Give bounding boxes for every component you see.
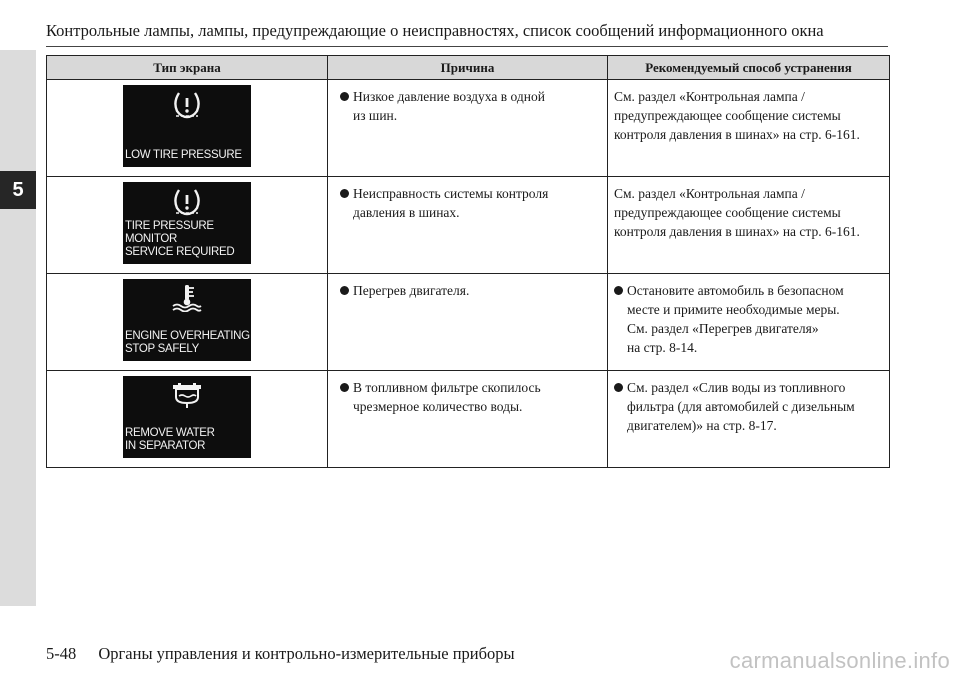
display-screen	[123, 376, 251, 458]
coolant-temperature-icon	[170, 284, 204, 312]
cause-text: В топливном фильтре скопилось чрезмерное количество воды.	[340, 378, 601, 416]
cause-text: Неисправность системы контроля давления в шинах.	[340, 184, 601, 222]
column-header-remedy: Рекомендуемый способ устранения	[608, 56, 890, 80]
table-row	[47, 274, 890, 371]
display-screen	[123, 279, 251, 361]
remedy-cell	[608, 177, 890, 274]
display-screen	[123, 182, 251, 264]
screen-cell	[47, 371, 328, 468]
table-row	[47, 80, 890, 177]
screen-message: TIRE PRESSURE MONITOR SERVICE REQUIRED	[125, 220, 235, 258]
header-divider	[46, 46, 888, 47]
water-in-fuel-icon	[169, 383, 205, 409]
warning-messages-table	[46, 55, 890, 468]
tire-pressure-warning-icon	[172, 188, 202, 216]
display-screen	[123, 85, 251, 167]
remedy-cell	[608, 274, 890, 371]
table-header-row	[47, 56, 890, 80]
tire-pressure-warning-icon	[172, 91, 202, 119]
screen-cell	[47, 274, 328, 371]
cause-cell	[328, 274, 608, 371]
column-header-screen-type: Тип экрана	[47, 56, 328, 80]
table-row	[47, 371, 890, 468]
page-number: 5-48	[46, 644, 77, 663]
column-header-cause: Причина	[328, 56, 608, 80]
cause-cell	[328, 177, 608, 274]
watermark: carmanualsonline.info	[729, 648, 950, 673]
chapter-side-strip	[0, 50, 36, 606]
remedy-text: См. раздел «Контрольная лампа / предупреждающее сообщение системы контроля давления в шинах» на стр. 6-161.	[614, 186, 860, 239]
remedy-cell	[608, 80, 890, 177]
cause-cell	[328, 80, 608, 177]
chapter-tab: 5	[0, 171, 36, 209]
screen-cell	[47, 177, 328, 274]
screen-message: REMOVE WATER IN SEPARATOR	[125, 427, 215, 452]
screen-message: ENGINE OVERHEATING STOP SAFELY	[125, 330, 250, 355]
section-title: Органы управления и контрольно-измерительные приборы	[98, 644, 515, 663]
remedy-text: См. раздел «Контрольная лампа / предупреждающее сообщение системы контроля давления в шинах» на стр. 6-161.	[614, 89, 860, 142]
screen-message: LOW TIRE PRESSURE	[125, 149, 242, 161]
cause-text: Перегрев двигателя.	[340, 281, 601, 300]
table-row	[47, 177, 890, 274]
remedy-cell	[608, 371, 890, 468]
cause-cell	[328, 371, 608, 468]
screen-cell	[47, 80, 328, 177]
remedy-text: См. раздел «Слив воды из топливного фильтра (для автомобилей с дизельным двигателем)» на стр. 8-17.	[614, 378, 883, 435]
cause-text: Низкое давление воздуха в одной из шин.	[340, 87, 601, 125]
running-head: Контрольные лампы, лампы, предупреждающие о неисправностях, список сообщений информационного окна	[46, 21, 824, 40]
remedy-text: Остановите автомобиль в безопасном месте и примите необходимые меры. См. раздел «Перегрев двигателя» на стр. 8-14.	[614, 281, 883, 357]
page-footer	[46, 643, 515, 665]
